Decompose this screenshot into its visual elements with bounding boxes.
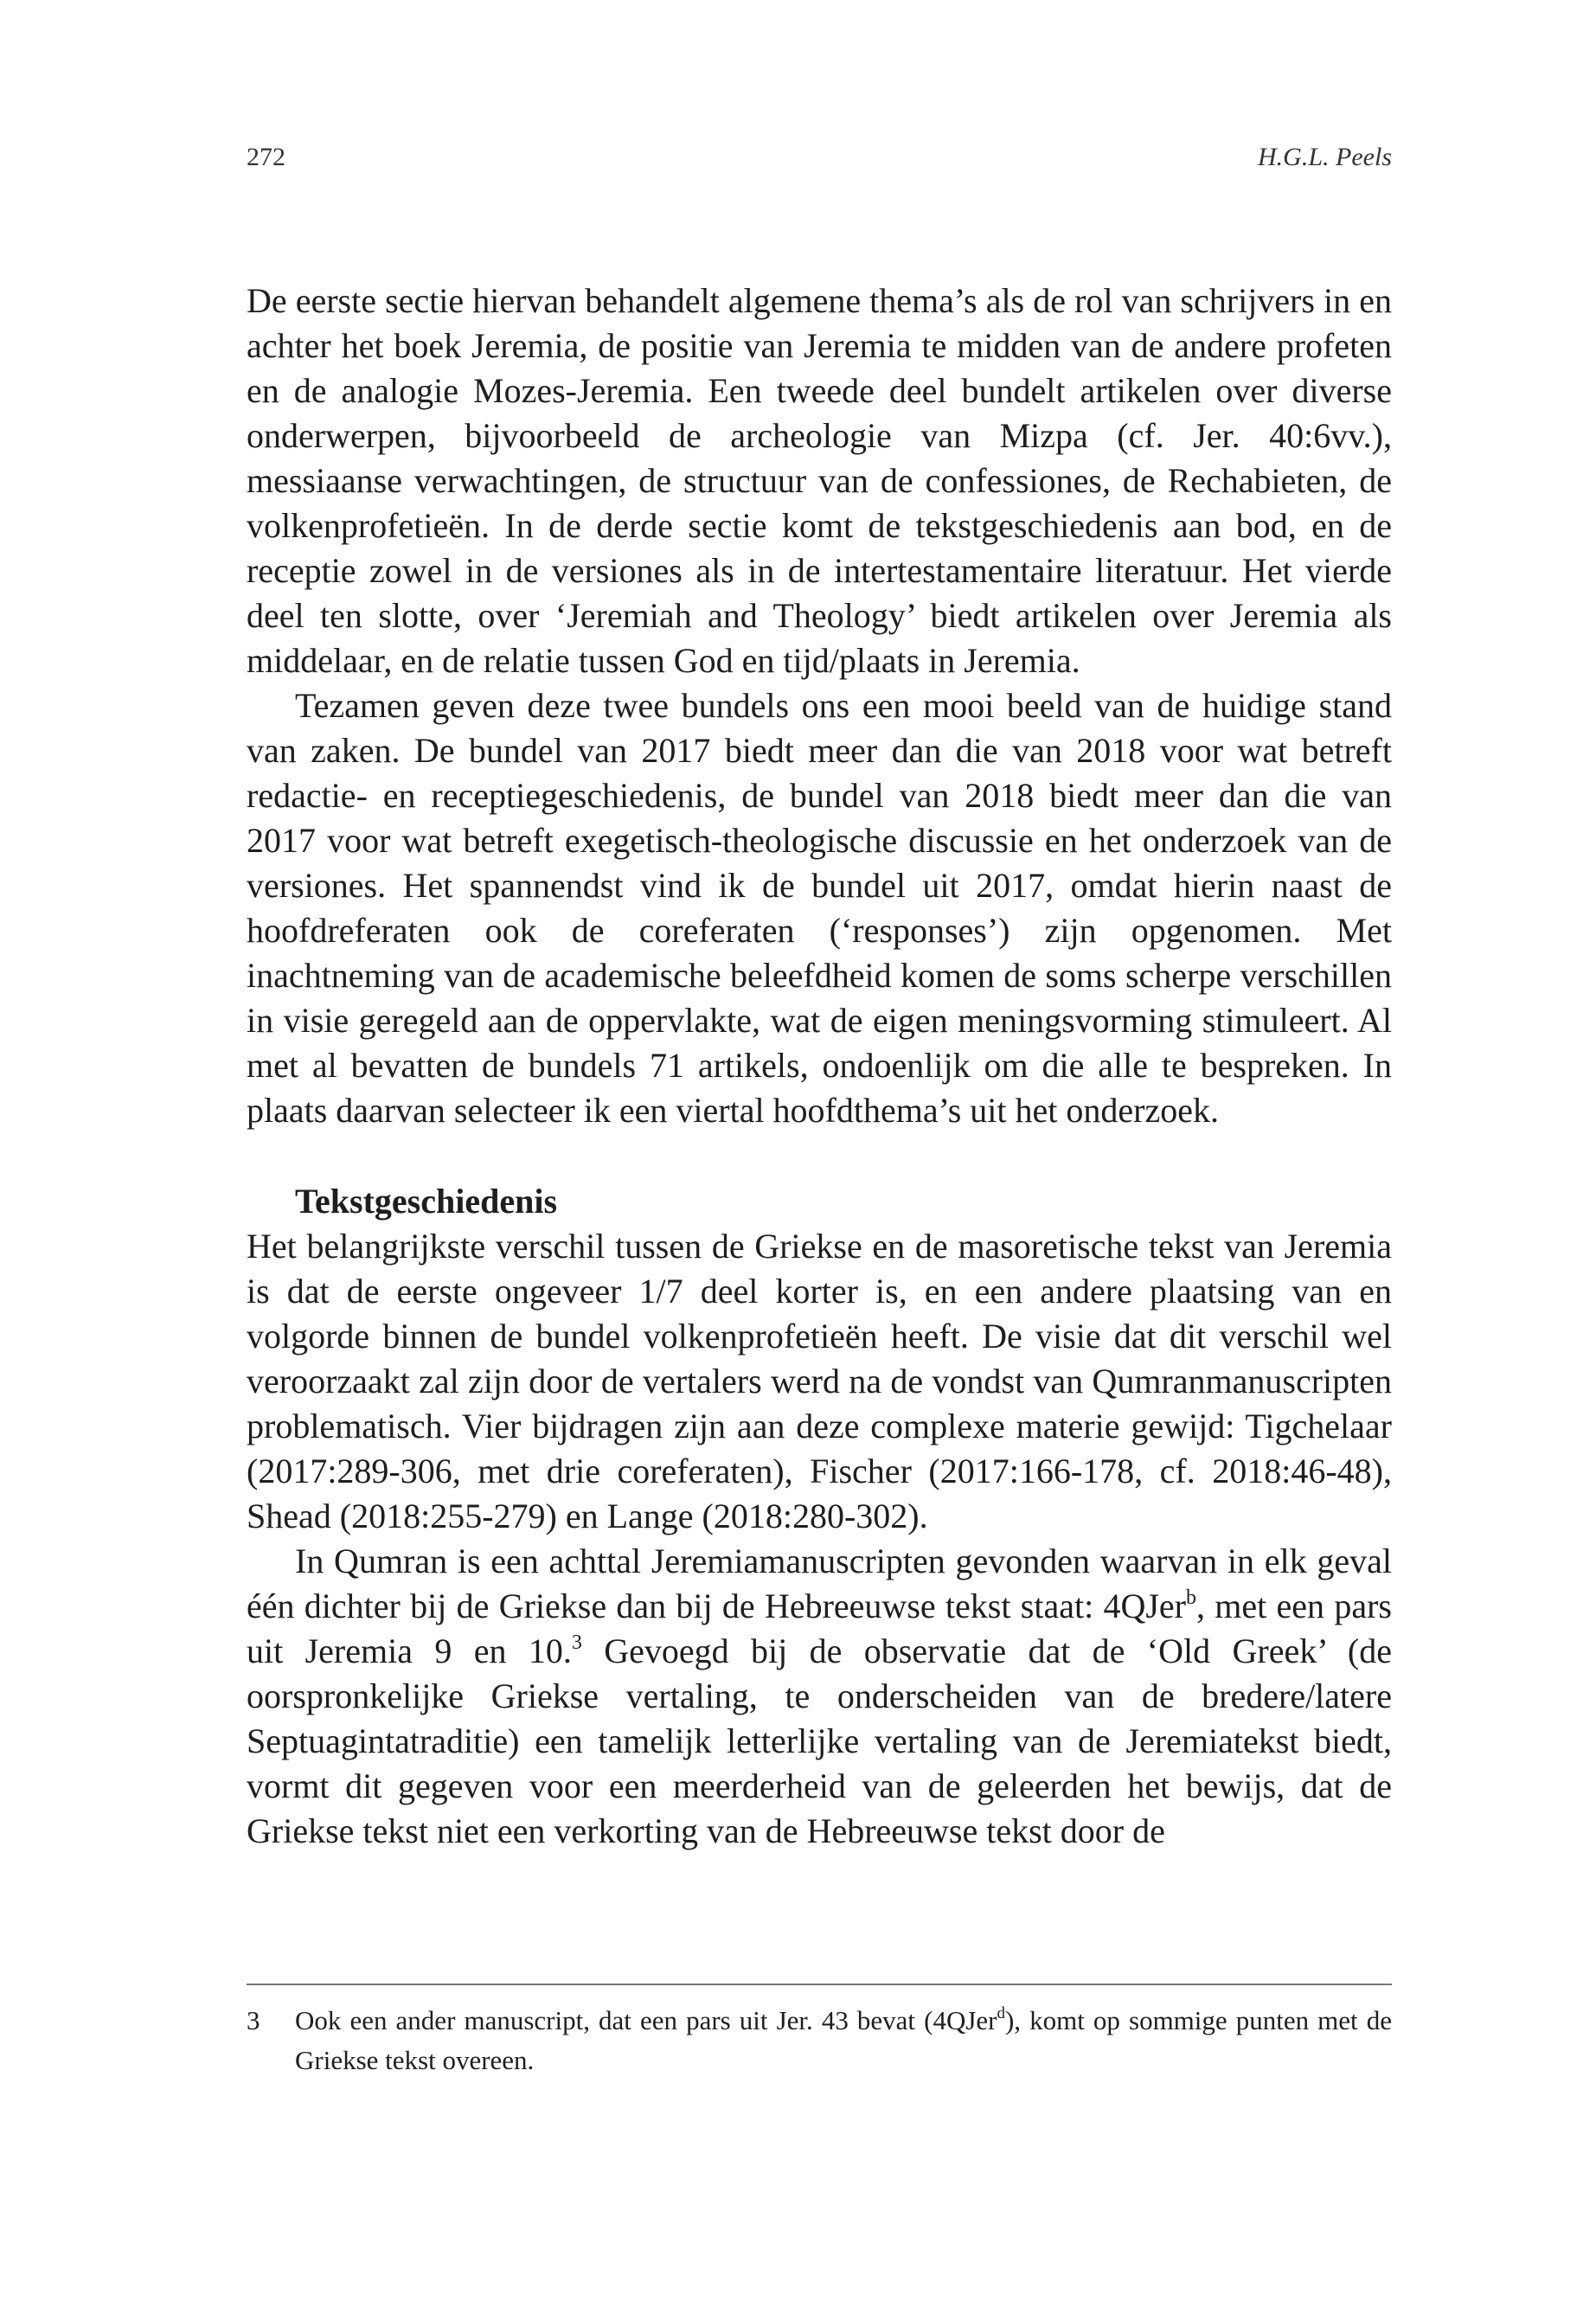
footnote-reference[interactable]: 3 [571, 1631, 582, 1654]
footnote-text [295, 2001, 1392, 2080]
footnote-text-b: ), komt op sommige punten met de Griekse tekst overeen. [295, 2005, 1392, 2075]
footnote-manuscript-superscript: d [997, 2004, 1005, 2022]
body-text [247, 279, 1392, 1854]
paragraph-4-text-a: In Qumran is een achttal Jeremiamanuscripten gevonden waarvan in elk geval één dichter bij de Griekse dan bij de Hebreeuwse tekst staat: 4QJer [247, 1541, 1392, 1625]
page-number: 272 [247, 143, 285, 171]
running-head-author: H.G.L. Peels [1258, 143, 1392, 171]
footnote-number: 3 [247, 2005, 260, 2035]
paragraph-3: Het belangrijkste verschil tussen de Griekse en de masoretische tekst van Jeremia is dat de eerste ongeveer 1/7 deel korter is, en een andere plaatsing van en volgorde binnen de bundel volkenprofetieën heeft. De visie dat dit verschil wel veroorzaakt zal zijn door de vertalers werd na de vondst van Qumranmanuscripten problematisch. Vier bijdragen zijn aan deze complexe materie gewijd: Tigchelaar (2017:289-306, met drie coreferaten), Fischer (2017:166-178, cf. 2018:46-48), Shead (2018:255-279) en Lange (2018:280-302). [247, 1227, 1392, 1535]
paragraph-4-text-c: Gevoegd bij de observatie dat de ‘Old Greek’ (de oorspronkelijke Griekse vertaling, te onderscheiden van de bredere/latere Septuagintatraditie) een tamelijk letterlijke vertaling van de Jeremiatekst biedt, vormt dit gegeven voor een meerderheid van de geleerden het bewijs, dat de Griekse tekst niet een verkorting van de Hebreeuwse tekst door de [247, 1631, 1392, 1850]
footnote-divider [247, 1984, 1392, 1985]
paragraph-2: Tezamen geven deze twee bundels ons een mooi beeld van de huidige stand van zaken. De bundel van 2017 biedt meer dan die van 2018 voor wat betreft redactie- en receptiegeschiedenis, de bundel van 2018 biedt meer dan die van 2017 voor wat betreft exegetisch-theologische discussie en het onderzoek van de versiones. Het spannendst vind ik de bundel uit 2017, omdat hierin naast de hoofdreferaten ook de coreferaten (‘responses’) zijn opgenomen. Met inachtneming van de academische beleefdheid komen de soms scherpe verschillen in visie geregeld aan de oppervlakte, wat de eigen meningsvorming stimuleert. Al met al bevatten de bundels 71 artikels, ondoenlijk om die alle te bespreken. In plaats daarvan selecteer ik een viertal hoofdthema’s uit het onderzoek. [247, 686, 1392, 1130]
manuscript-superscript: b [1186, 1586, 1196, 1609]
footnote-text-a: Ook een ander manuscript, dat een pars uit Jer. 43 bevat (4QJer [295, 2005, 997, 2035]
paragraph-4-text-b: , met een pars uit Jeremia 9 en 10. [247, 1586, 1392, 1670]
paragraph-1: De eerste sectie hiervan behandelt algemene thema’s als de rol van schrijvers in en achter het boek Jeremia, de positie van Jeremia te midden van de andere profeten en de analogie Mozes-Jeremia. Een tweede deel bundelt artikelen over diverse onderwerpen, bijvoorbeeld de archeologie van Mizpa (cf. Jer. 40:6vv.), messiaanse verwachtingen, de structuur van de confessiones, de Rechabieten, de volkenprofetieën. In de derde sectie komt de tekstgeschiedenis aan bod, en de receptie zowel in de versiones als in de intertestamentaire literatuur. Het vierde deel ten slotte, over ‘Jeremiah and Theology’ biedt artikelen over Jeremia als middelaar, en de relatie tussen God en tijd/plaats in Jeremia. [247, 281, 1392, 680]
paragraph-4 [247, 1539, 1392, 1854]
section-heading: Tekstgeschiedenis [295, 1182, 558, 1221]
footnote [247, 2001, 1392, 2080]
